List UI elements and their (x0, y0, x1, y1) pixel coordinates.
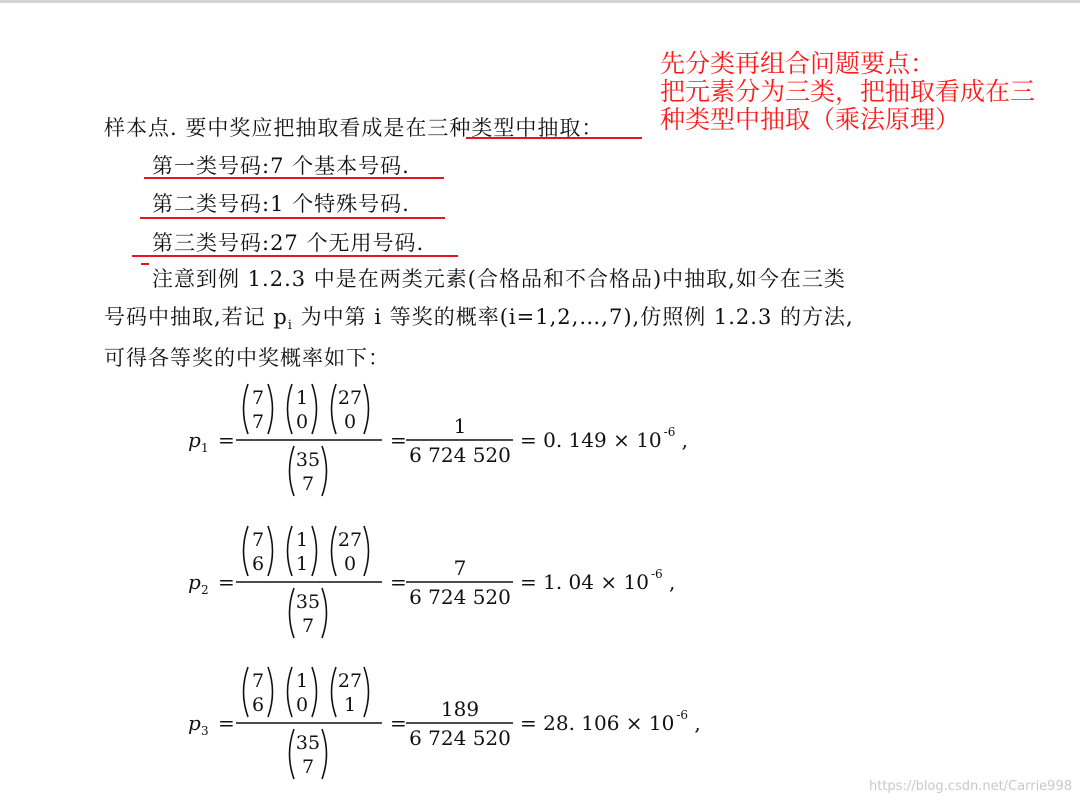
category-2: 第二类号码:1 个特殊号码. (152, 192, 410, 216)
formula-1-binom-1-top: 7 (251, 387, 265, 409)
formula-1-binom-2-lparen (288, 384, 293, 434)
formula-3-denominator-top: 35 (295, 732, 321, 754)
formula-2-binom-1-rparen (268, 526, 273, 576)
formula-2-eq2: = (390, 570, 407, 594)
formula-3-binom-1-lparen (244, 667, 249, 717)
formula-2-binom-2-top: 1 (295, 529, 309, 551)
formula-1-denominator-rparen (322, 446, 327, 496)
formula-1-denominator-value: 6 724 520 (409, 443, 511, 467)
formula-1-label: p (188, 428, 201, 452)
paragraph-line-3: 可得各等奖的中奖概率如下： (104, 346, 390, 370)
watermark: https://blog.csdn.net/Carrie998 (869, 779, 1072, 794)
formula-1-binom-3-top: 27 (337, 387, 363, 409)
formula-3-binom-3-top: 27 (337, 670, 363, 692)
formula-1-binom-2-rparen (312, 384, 317, 434)
formula-3-binom-1-rparen (268, 667, 273, 717)
formula-1-binom-2-bottom: 0 (295, 411, 309, 433)
formula-2-binom-1-top: 7 (251, 529, 265, 551)
formula-1-eq2: = (390, 428, 407, 452)
paragraph-line-2a: 号码中抽取,若记 p (104, 305, 288, 329)
paragraph-subscript: i (287, 318, 293, 334)
formula-3-binom-2-bottom: 0 (295, 694, 309, 716)
formula-3-binom-1-bottom: 6 (251, 694, 265, 716)
formula-2-result: = 1. 04 × 10 (520, 570, 649, 594)
formula-1-binom-3-rparen (364, 384, 369, 434)
formula-1-label-sub: 1 (201, 441, 209, 455)
formula-2-binom-3-top: 27 (337, 529, 363, 551)
formula-1-binom-1-lparen (244, 384, 249, 434)
formula-2-denominator-bottom: 7 (301, 615, 315, 637)
formula-3-comma: , (694, 711, 701, 735)
formula-2-binom-3-bottom: 0 (343, 553, 357, 575)
formula-2-exponent: -6 (650, 567, 663, 581)
formula-3-binom-3-lparen (332, 667, 337, 717)
formula-3-binom-2-top: 1 (295, 670, 309, 692)
formula-1-binom-1-rparen (268, 384, 273, 434)
paragraph-line-1: 注意到例 1.2.3 中是在两类元素(合格品和不合格品)中抽取,如今在三类 (152, 267, 846, 291)
formula-3-result: = 28. 106 × 10 (520, 711, 675, 735)
formula-3-denominator-lparen (290, 729, 295, 779)
formula-3-label-sub: 3 (201, 724, 209, 738)
category-1: 第一类号码:7 个基本号码. (152, 154, 410, 178)
annotation-line-2: 把元素分为三类，把抽取看成在三 (660, 77, 1036, 106)
formula-3-binom-1-top: 7 (251, 670, 265, 692)
formula-2-binom-2-rparen (312, 526, 317, 576)
formula-1-denominator-lparen (290, 446, 295, 496)
formula-1-exponent: -6 (663, 425, 676, 439)
paragraph-line-2b: 为中第 i 等奖的概率(i=1,2,…,7),仿照例 1.2.3 的方法, (300, 305, 854, 329)
annotation-line-3: 种类型中抽取（乘法原理） (660, 105, 961, 134)
intro-text: 样本点. 要中奖应把抽取看成是在三种类型中抽取： (104, 116, 604, 140)
formula-1-comma: , (681, 428, 689, 452)
formula-2-comma: , (668, 570, 676, 594)
formula-1-binom-3-lparen (332, 384, 337, 434)
formula-3-denominator-value: 6 724 520 (409, 726, 511, 750)
formula-2-binom-3-lparen (332, 526, 337, 576)
formula-3-denominator-bottom: 7 (301, 756, 315, 778)
formula-2-label-sub: 2 (201, 583, 209, 597)
formula-3-binom-2-rparen (312, 667, 317, 717)
formula-3-denominator-rparen (322, 729, 327, 779)
formula-3-binom-3-bottom: 1 (343, 694, 357, 716)
formula-3-binom-3-rparen (364, 667, 369, 717)
formula-1-denominator-top: 35 (295, 449, 321, 471)
formula-2-label: p (188, 570, 201, 594)
formula-1-binom-2-top: 1 (295, 387, 309, 409)
formula-2-denominator-value: 6 724 520 (409, 585, 511, 609)
formula-2-binom-3-rparen (364, 526, 369, 576)
formula-3-exponent: -6 (676, 708, 689, 722)
annotation-line-1: 先分类再组合问题要点： (660, 49, 936, 78)
formula-2-binom-1-lparen (244, 526, 249, 576)
formula-2-denominator-rparen (322, 588, 327, 638)
formula-2-eq1: = (218, 570, 235, 594)
formula-2-binom-1-bottom: 6 (251, 553, 265, 575)
formula-1-binom-1-bottom: 7 (251, 411, 265, 433)
formula-2-denominator-top: 35 (295, 591, 321, 613)
formula-1-result: = 0. 149 × 10 (520, 428, 662, 452)
formula-1-denominator-bottom: 7 (301, 473, 315, 495)
formula-1-eq1: = (218, 428, 235, 452)
formula-3-numerator: 189 (440, 697, 480, 721)
category-3: 第三类号码:27 个无用号码. (152, 231, 425, 255)
formula-2-binom-2-bottom: 1 (295, 553, 309, 575)
formula-2-denominator-lparen (290, 588, 295, 638)
formula-3-eq1: = (218, 711, 235, 735)
formula-1-numerator: 1 (453, 414, 467, 438)
formula-3-binom-2-lparen (288, 667, 293, 717)
formula-3-label: p (188, 711, 201, 735)
formula-1-binom-3-bottom: 0 (343, 411, 357, 433)
formula-3-eq2: = (390, 711, 407, 735)
formula-2-binom-2-lparen (288, 526, 293, 576)
formula-2-numerator: 7 (453, 556, 467, 580)
